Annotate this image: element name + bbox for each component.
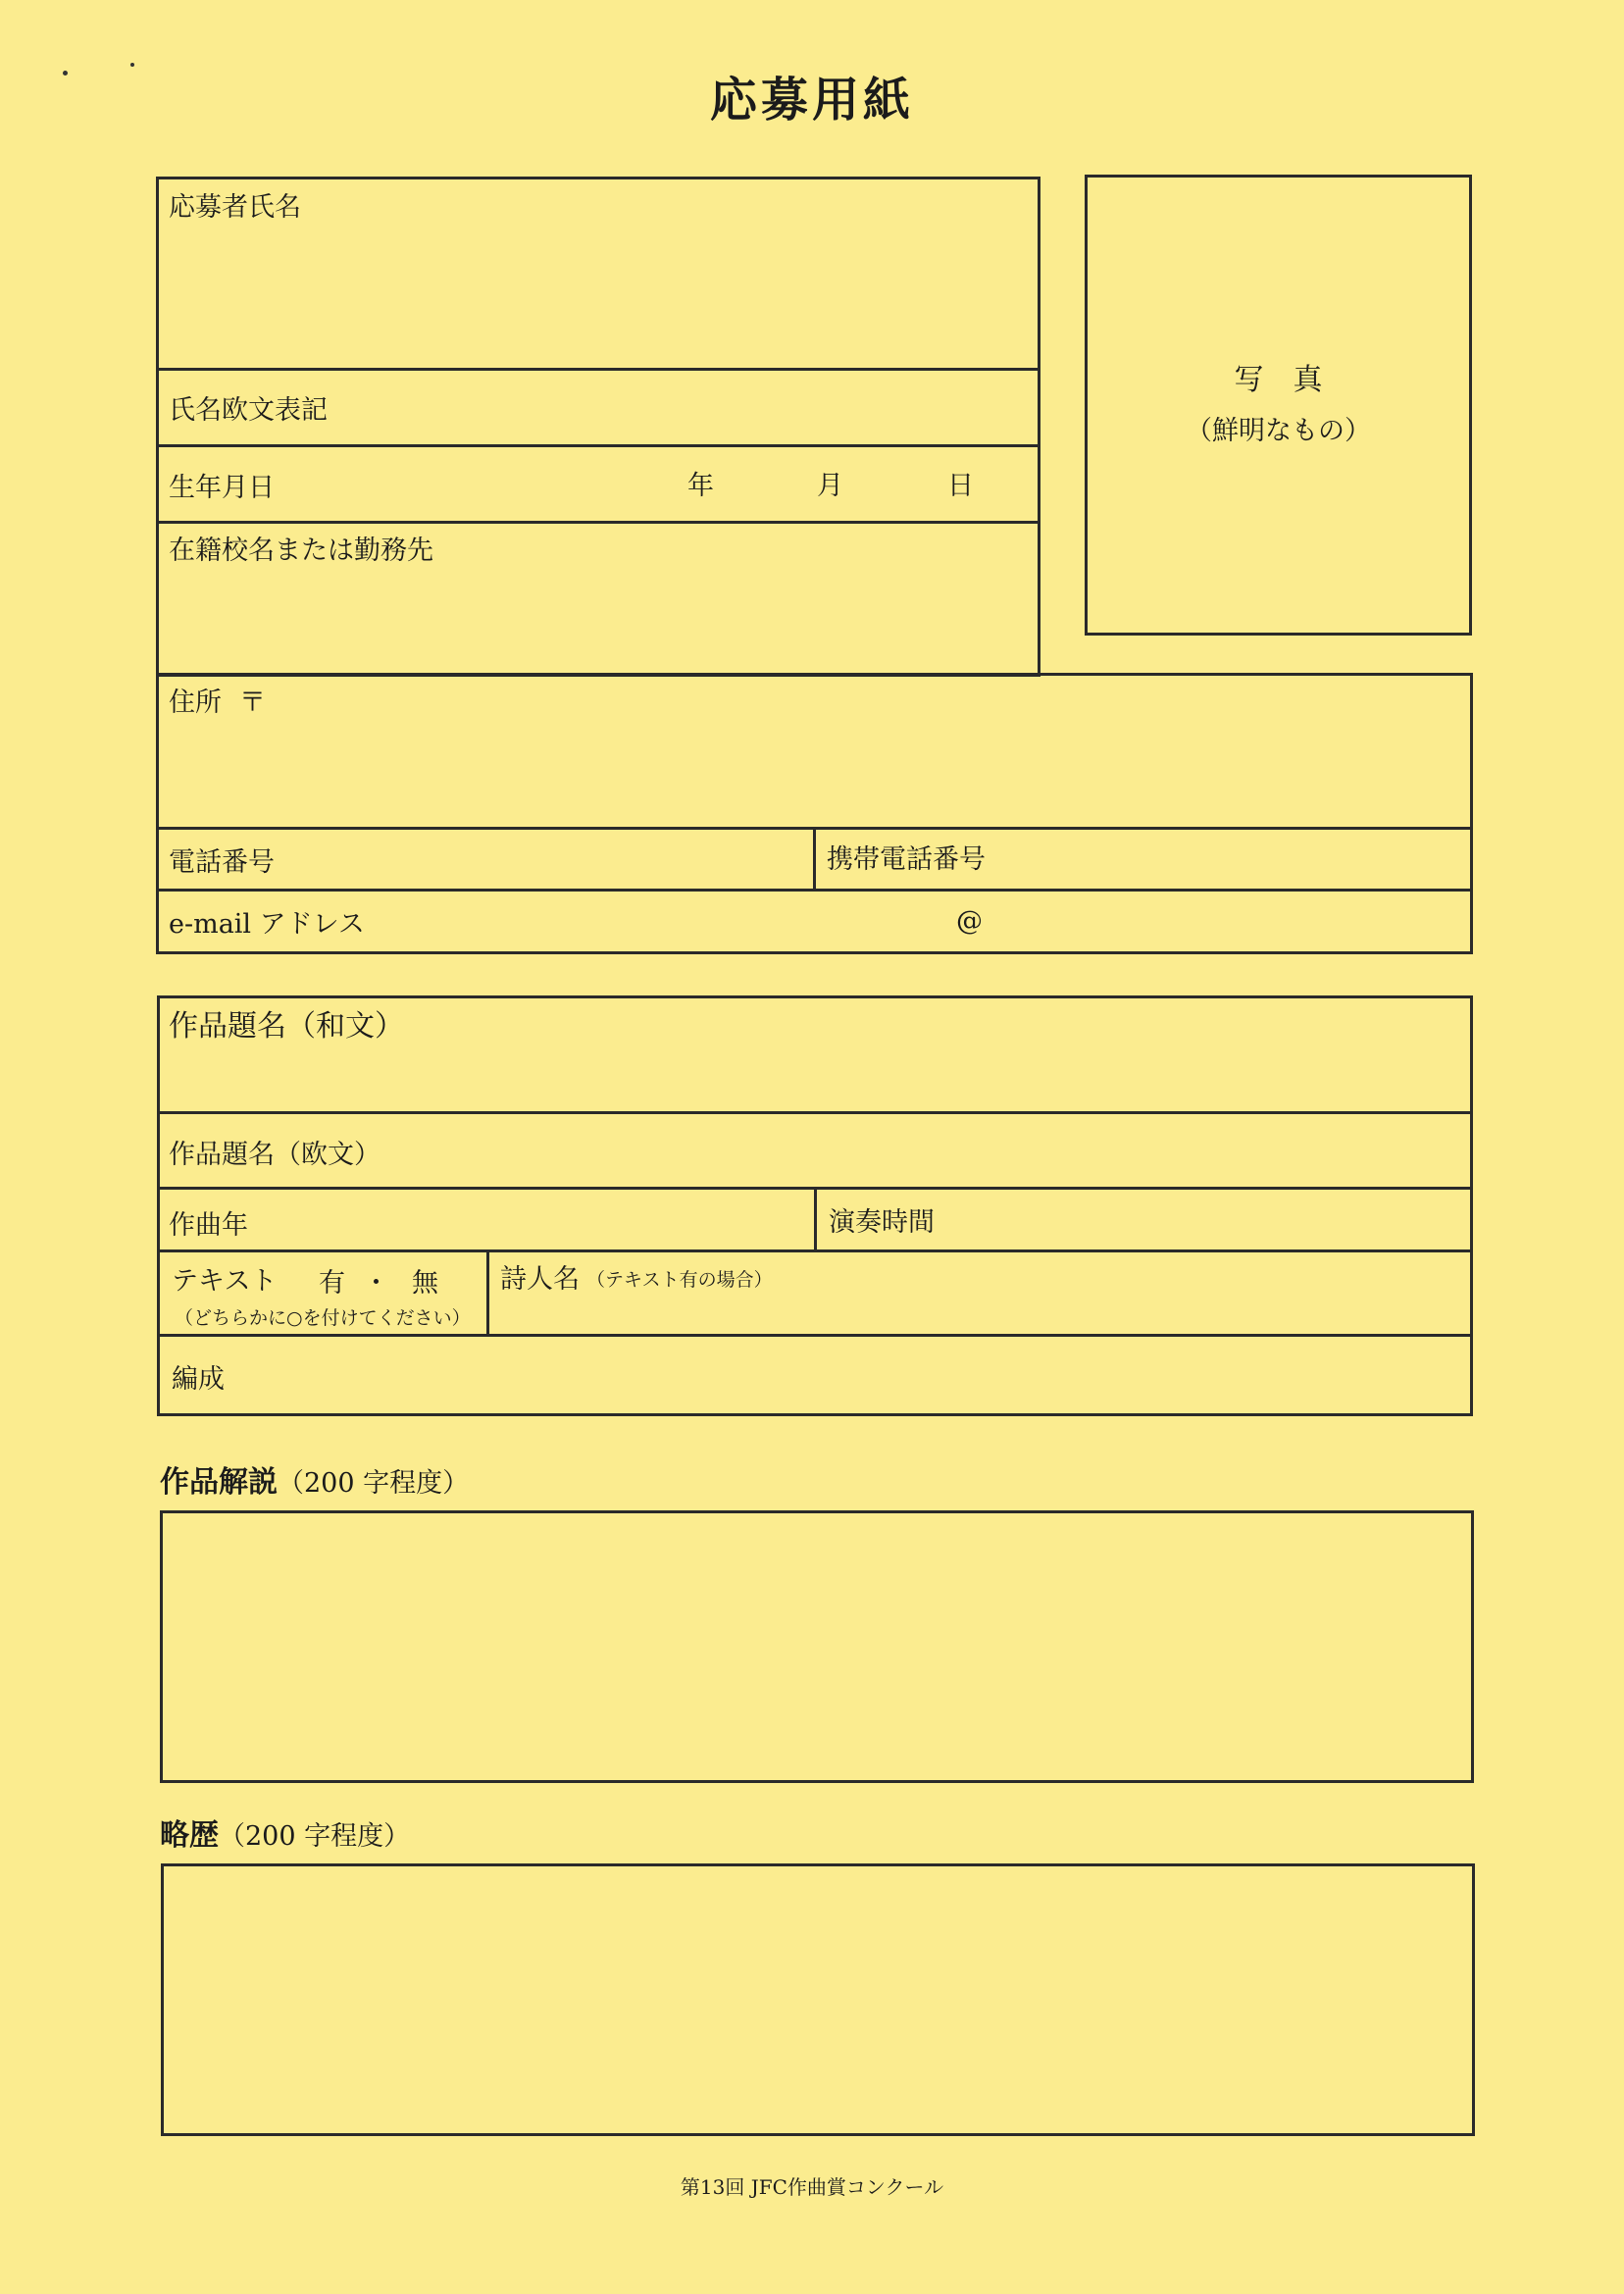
- text-label: テキスト: [172, 1266, 278, 1297]
- birth-day-label: 日: [947, 471, 974, 501]
- divider: [156, 521, 1040, 524]
- biography-label: 略歴: [160, 1818, 219, 1853]
- photo-note: （鮮明なもの）: [1186, 416, 1371, 446]
- divider: [156, 444, 1040, 447]
- divider: [486, 1249, 489, 1336]
- scan-speck: [63, 71, 68, 76]
- work-title-ja-field[interactable]: [169, 1049, 1457, 1108]
- email-label: e-mail アドレス: [169, 909, 365, 940]
- text-separator: ・: [363, 1268, 389, 1299]
- mobile-field[interactable]: [990, 836, 1465, 885]
- postal-mark: 〒: [239, 688, 266, 718]
- romaji-name-field[interactable]: [343, 382, 1024, 438]
- birth-year-field[interactable]: [549, 461, 681, 512]
- birth-year-label: 年: [687, 471, 714, 501]
- photo-label: 写 真: [1234, 363, 1323, 397]
- work-title-ja-label: 作品題名（和文）: [169, 1009, 404, 1044]
- mobile-label: 携帯電話番号: [827, 844, 986, 875]
- divider: [156, 368, 1040, 371]
- school-workplace-label: 在籍校名または勤務先: [169, 535, 433, 566]
- applicant-name-label: 応募者氏名: [169, 192, 301, 223]
- page-title: 応募用紙: [709, 73, 914, 127]
- scan-speck: [130, 63, 134, 67]
- text-note: （どちらかに○を付けてください）: [175, 1307, 471, 1329]
- divider: [157, 1334, 1473, 1337]
- biography-note: （200 字程度）: [219, 1821, 411, 1852]
- instrumentation-field[interactable]: [245, 1349, 1460, 1407]
- phone-field[interactable]: [294, 836, 803, 885]
- email-domain-field[interactable]: [990, 897, 1465, 948]
- composition-year-field[interactable]: [275, 1197, 803, 1246]
- birth-month-field[interactable]: [726, 461, 813, 512]
- divider: [813, 827, 816, 892]
- romaji-name-label: 氏名欧文表記: [169, 395, 328, 426]
- address-field[interactable]: [284, 687, 1455, 821]
- divider: [814, 1187, 817, 1251]
- phone-label: 電話番号: [169, 847, 275, 878]
- school-workplace-field[interactable]: [169, 579, 1026, 669]
- footer-text: 第13回 JFC作曲賞コンクール: [680, 2175, 944, 2199]
- description-label: 作品解説: [160, 1465, 278, 1500]
- biography-box[interactable]: [161, 1863, 1475, 2136]
- poet-field[interactable]: [500, 1297, 1460, 1332]
- work-title-en-field[interactable]: [373, 1123, 1455, 1182]
- birth-day-field[interactable]: [853, 461, 943, 512]
- poet-label: 詩人名: [500, 1264, 580, 1295]
- email-user-field[interactable]: [363, 897, 945, 948]
- text-no-option[interactable]: 無: [412, 1268, 438, 1299]
- description-heading: [160, 1465, 470, 1500]
- poet-note: （テキスト有の場合）: [586, 1269, 773, 1291]
- photo-box[interactable]: [1085, 175, 1472, 636]
- applicant-name-field[interactable]: [169, 235, 1026, 355]
- description-note: （200 字程度）: [278, 1468, 470, 1499]
- description-box[interactable]: [160, 1510, 1474, 1783]
- at-mark: @: [956, 906, 983, 937]
- instrumentation-label: 編成: [172, 1364, 225, 1395]
- duration-label: 演奏時間: [829, 1207, 935, 1238]
- composition-year-label: 作曲年: [169, 1210, 248, 1241]
- duration-field[interactable]: [941, 1197, 1460, 1246]
- birth-month-label: 月: [817, 471, 843, 501]
- address-label: 住所: [169, 688, 222, 718]
- birthdate-label: 生年月日: [169, 473, 275, 503]
- work-title-en-label: 作品題名（欧文）: [169, 1140, 381, 1170]
- text-yes-option[interactable]: 有: [319, 1268, 345, 1299]
- divider: [157, 1111, 1473, 1114]
- biography-heading: [160, 1818, 411, 1853]
